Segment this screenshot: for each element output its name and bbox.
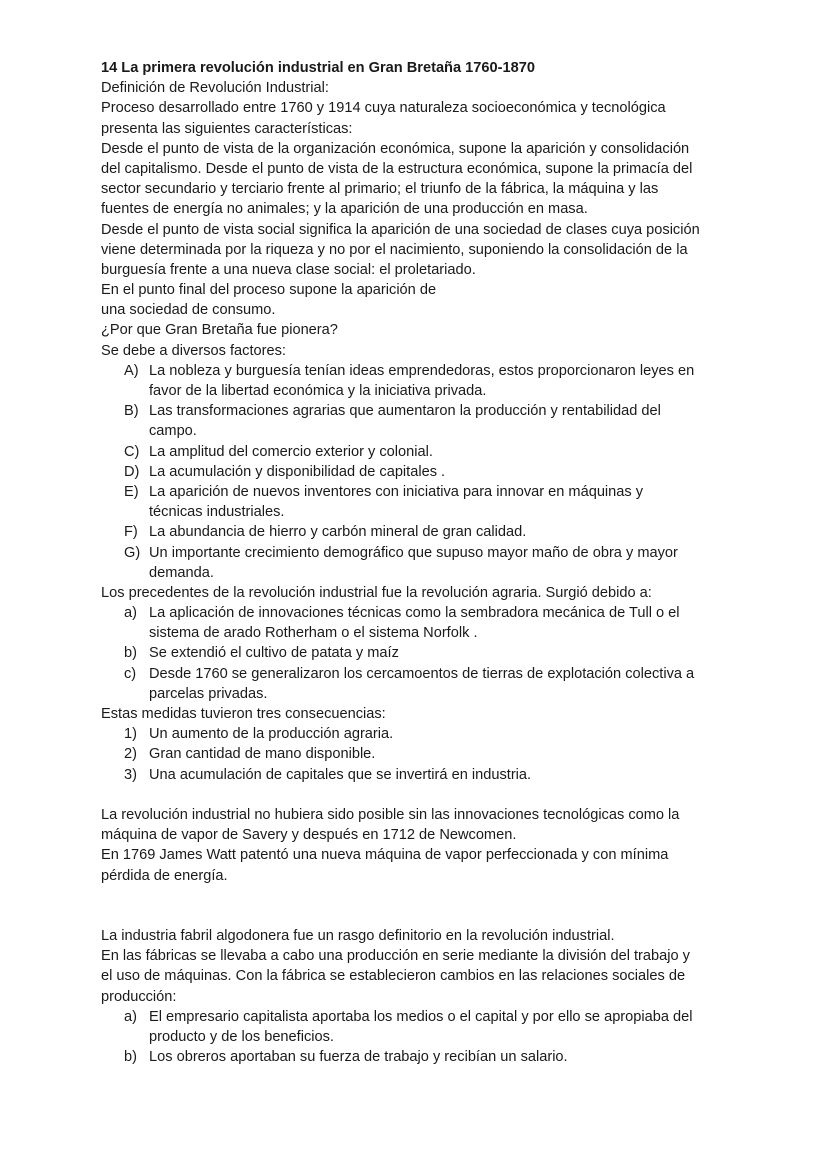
text-line: viene determinada por la riqueza y no por el nacimiento, suponiendo la consolidación de la [101, 241, 688, 258]
consequences-list [101, 724, 741, 785]
list-marker: b) [124, 1049, 137, 1066]
list-item [101, 442, 741, 462]
list-text: técnicas industriales. [149, 504, 285, 521]
list-item [101, 603, 741, 643]
list-marker: 3) [124, 766, 137, 783]
text-line: La revolución industrial no hubiera sido posible sin las innovaciones tecnológicas como la [101, 806, 680, 823]
consequences-intro: Estas medidas tuvieron tres consecuencias: [101, 706, 386, 722]
list-item [101, 1047, 741, 1067]
document-body [101, 58, 741, 1067]
agrarian-causes-list [101, 603, 741, 704]
list-item [101, 361, 741, 401]
list-text: El empresario capitalista aportaba los medios o el capital y por ello se apropiaba del [149, 1008, 693, 1025]
list-text: Una acumulación de capitales que se invertirá en industria. [149, 766, 532, 783]
list-text: La abundancia de hierro y carbón mineral de gran calidad. [149, 524, 527, 541]
list-marker: a) [124, 605, 137, 622]
list-item [101, 522, 741, 542]
list-marker: a) [124, 1008, 137, 1025]
list-text: Gran cantidad de mano disponible. [149, 746, 376, 763]
list-marker: E) [124, 483, 139, 500]
factory-paragraph [101, 926, 741, 1007]
list-text: producto y de los beneficios. [149, 1029, 334, 1046]
list-text: Desde 1760 se generalizaron los cercamoentos de tierras de explotación colectiva a [149, 665, 695, 682]
list-text: La nobleza y burguesía tenían ideas emprendedoras, estos proporcionaron leyes en [149, 362, 695, 379]
list-marker: D) [124, 463, 140, 480]
text-line: En el punto final del proceso supone la aparición de [101, 282, 437, 299]
list-item [101, 1007, 741, 1047]
text-line: En las fábricas se llevaba a cabo una producción en serie mediante la división del trabajo y [101, 948, 690, 965]
spacer [101, 785, 741, 805]
text-line: sector secundario y terciario frente al primario; el triunfo de la fábrica, la máquina y las [101, 181, 659, 198]
text-line: producción: [101, 988, 177, 1005]
list-marker: 1) [124, 726, 137, 743]
steam-engine-paragraph [101, 805, 741, 886]
list-marker: F) [124, 524, 138, 541]
list-item [101, 543, 741, 583]
text-line: máquina de vapor de Savery y después en 1712 de Newcomen. [101, 827, 517, 844]
list-marker: 2) [124, 746, 137, 763]
question-heading: ¿Por que Gran Bretaña fue pionera? [101, 322, 338, 339]
text-line: Se debe a diversos factores: [101, 342, 286, 359]
text-line: Definición de Revolución Industrial: [101, 80, 329, 97]
text-line: En 1769 James Watt patentó una nueva máquina de vapor perfeccionada y con mínima [101, 847, 669, 864]
spacer [101, 886, 741, 926]
text-line: Desde el punto de vista de la organización económica, supone la aparición y consolidación [101, 140, 690, 157]
list-text: campo. [149, 423, 197, 440]
text-line: La industria fabril algodonera fue un rasgo definitorio en la revolución industrial. [101, 928, 615, 945]
document-title: 14 La primera revolución industrial en Gran Bretaña 1760-1870 [101, 60, 535, 76]
list-item [101, 724, 741, 744]
text-line: del capitalismo. Desde el punto de vista de la estructura económica, supone la primacía del [101, 160, 693, 177]
list-text: Los obreros aportaban su fuerza de trabajo y recibían un salario. [149, 1049, 568, 1066]
text-line: pérdida de energía. [101, 867, 228, 884]
list-marker: G) [124, 544, 141, 561]
list-text: Un aumento de la producción agraria. [149, 726, 394, 743]
list-item [101, 643, 741, 663]
list-item [101, 482, 741, 522]
list-item [101, 401, 741, 441]
intro-section [101, 78, 741, 361]
list-marker: B) [124, 403, 139, 420]
list-text: favor de la libertad económica y la iniciativa privada. [149, 383, 487, 399]
list-text: Las transformaciones agrarias que aumentaron la producción y rentabilidad del [149, 403, 661, 420]
factory-relations-list [101, 1007, 741, 1068]
list-text: sistema de arado Rotherham o el sistema Norfolk . [149, 625, 478, 642]
list-item [101, 765, 741, 785]
list-item [101, 462, 741, 482]
list-text: La acumulación y disponibilidad de capitales . [149, 463, 446, 480]
text-line: Desde el punto de vista social significa la aparición de una sociedad de clases cuya posición [101, 221, 700, 238]
list-text: La aparición de nuevos inventores con iniciativa para innovar en máquinas y [149, 483, 644, 500]
list-text: La amplitud del comercio exterior y colonial. [149, 443, 433, 460]
text-line: Proceso desarrollado entre 1760 y 1914 cuya naturaleza socioeconómica y tecnológica [101, 100, 666, 117]
text-line: el uso de máquinas. Con la fábrica se establecieron cambios en las relaciones sociales de [101, 968, 686, 985]
list-text: demanda. [149, 564, 214, 581]
list-marker: C) [124, 443, 140, 460]
list-item [101, 664, 741, 704]
list-marker: b) [124, 645, 137, 662]
list-text: parcelas privadas. [149, 685, 268, 702]
text-line: una sociedad de consumo. [101, 302, 276, 319]
factors-list [101, 361, 741, 583]
list-text: Un importante crecimiento demográfico que supuso mayor maño de obra y mayor [149, 544, 678, 561]
list-marker: c) [124, 665, 137, 682]
list-item [101, 744, 741, 764]
agrarian-intro: Los precedentes de la revolución industrial fue la revolución agraria. Surgió debido a: [101, 584, 652, 601]
text-line: presenta las siguientes características: [101, 120, 353, 137]
list-text: La aplicación de innovaciones técnicas como la sembradora mecánica de Tull o el [149, 605, 680, 622]
list-marker: A) [124, 362, 139, 379]
text-line: burguesía frente a una nueva clase social: el proletariado. [101, 261, 476, 278]
text-line: fuentes de energía no animales; y la aparición de una producción en masa. [101, 201, 588, 218]
list-text: Se extendió el cultivo de patata y maíz [149, 645, 399, 662]
